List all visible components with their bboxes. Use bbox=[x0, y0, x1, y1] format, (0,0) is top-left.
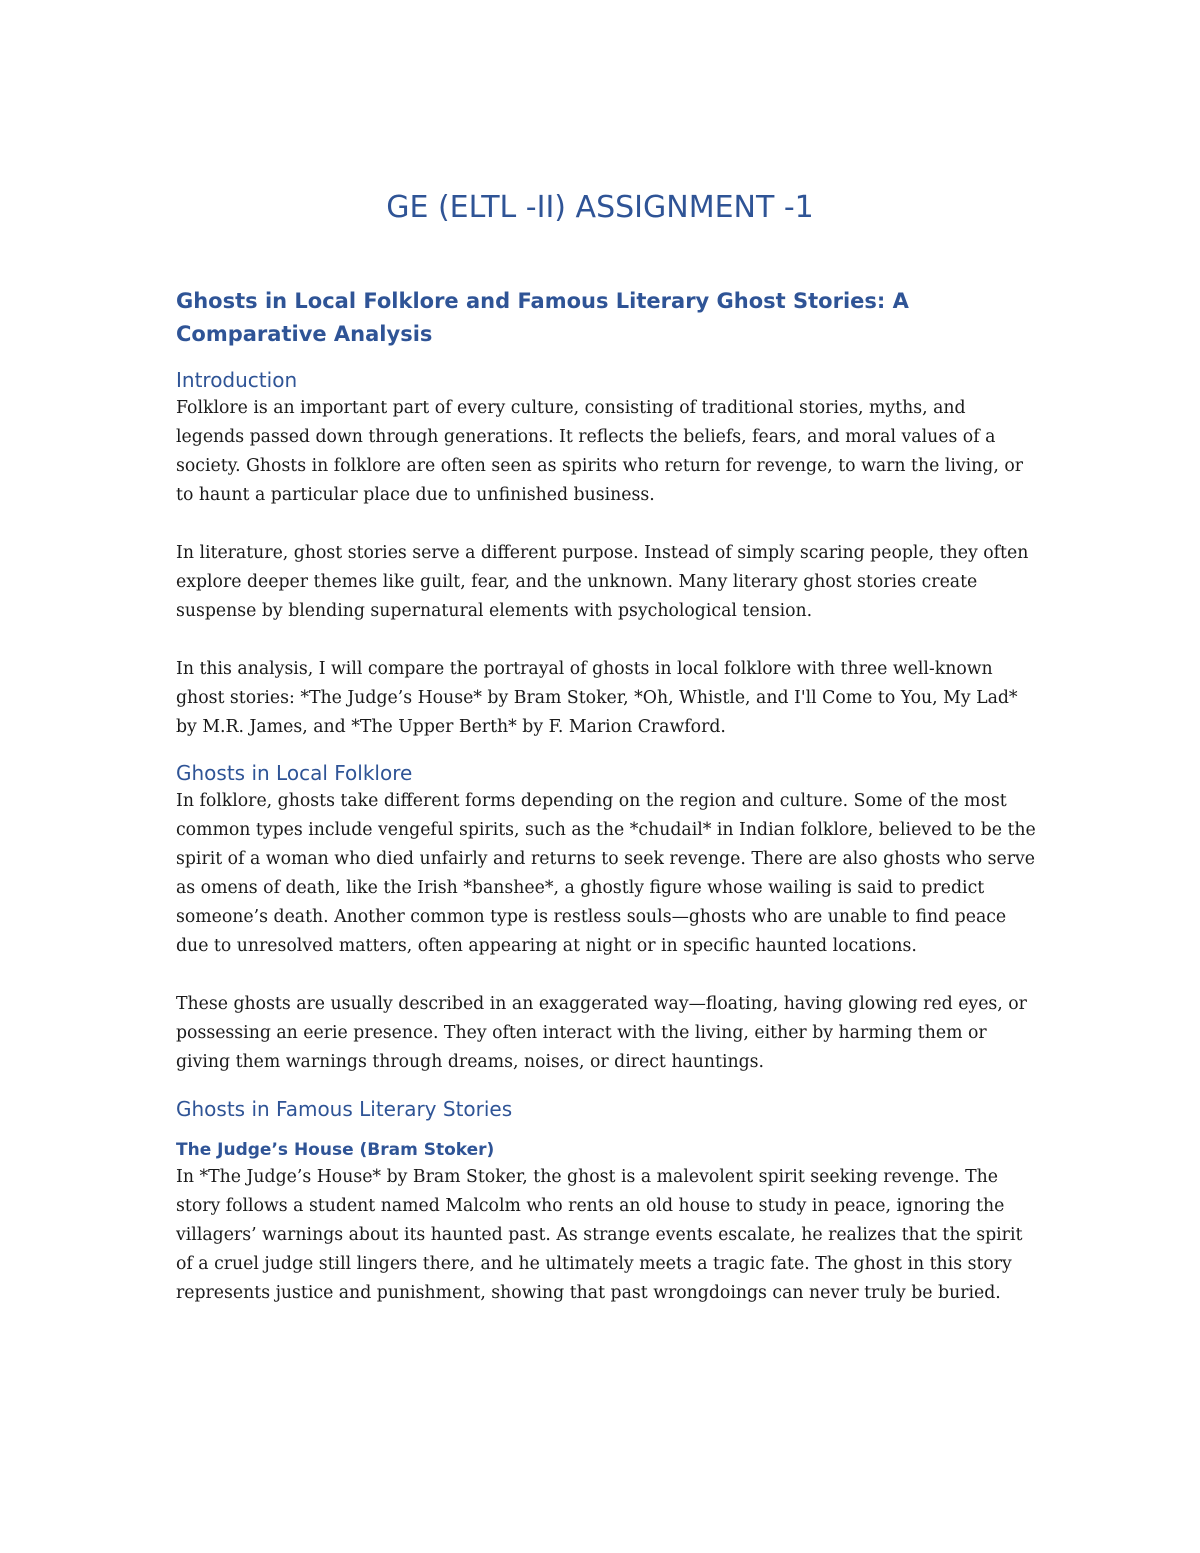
introduction-heading: Introduction bbox=[176, 368, 298, 392]
document-title: GE (ELTL -II) ASSIGNMENT -1 bbox=[386, 190, 814, 225]
folklore-paragraph-2: These ghosts are usually described in an exaggerated way—floating, having glowing red eyes, or possessing an eerie presence. They often interact with the living, either by harming them or giving them warnings through dreams, noises, or direct hauntings. bbox=[176, 994, 1027, 1072]
literary-heading: Ghosts in Famous Literary Stories bbox=[176, 1097, 513, 1121]
introduction-paragraph-3: In this analysis, I will compare the portrayal of ghosts in local folklore with three well-known ghost stories: *The Judge’s House* by Bram Stoker, *Oh, Whistle, and I'll Come to You, My Lad* by M.R. James, and *The Upper Berth* by F. Marion Crawford. bbox=[176, 659, 1018, 737]
judges-house-paragraph: In *The Judge’s House* by Bram Stoker, the ghost is a malevolent spirit seeking revenge. The story follows a student named Malcolm who rents an old house to study in peace, ignoring the villagers’ warnings about its haunted past. As strange events escalate, he realizes that the spirit of a cruel judge still lingers there, and he ultimately meets a tragic fate. The ghost in this story represents justice and punishment, showing that past wrongdoings can never truly be buried. bbox=[176, 1167, 1023, 1303]
judges-house-heading: The Judge’s House (Bram Stoker) bbox=[176, 1140, 495, 1160]
introduction-paragraph-2: In literature, ghost stories serve a different purpose. Instead of simply scaring people, they often explore deeper themes like guilt, fear, and the unknown. Many literary ghost stories create suspense by blending supernatural elements with psychological tension. bbox=[176, 543, 1029, 621]
folklore-paragraph-1: In folklore, ghosts take different forms depending on the region and culture. Some of the most common types include vengeful spirits, such as the *chudail* in Indian folklore, believed to be the spirit of a woman who died unfairly and returns to seek revenge. There are also ghosts who serve as omens of death, like the Irish *banshee*, a ghostly figure whose wailing is said to predict someone’s death. Another common type is restless souls—ghosts who are unable to find peace due to unresolved matters, often appearing at night or in specific haunted locations. bbox=[176, 791, 1036, 956]
document-body bbox=[176, 285, 1036, 1308]
folklore-heading: Ghosts in Local Folklore bbox=[176, 761, 413, 785]
main-heading: Ghosts in Local Folklore and Famous Literary Ghost Stories: A Comparative Analysis bbox=[176, 289, 909, 346]
introduction-paragraph-1: Folklore is an important part of every culture, consisting of traditional stories, myths, and legends passed down through generations. It reflects the beliefs, fears, and moral values of a society. Ghosts in folklore are often seen as spirits who return for revenge, to warn the living, or to haunt a particular place due to unfinished business. bbox=[176, 398, 1024, 505]
